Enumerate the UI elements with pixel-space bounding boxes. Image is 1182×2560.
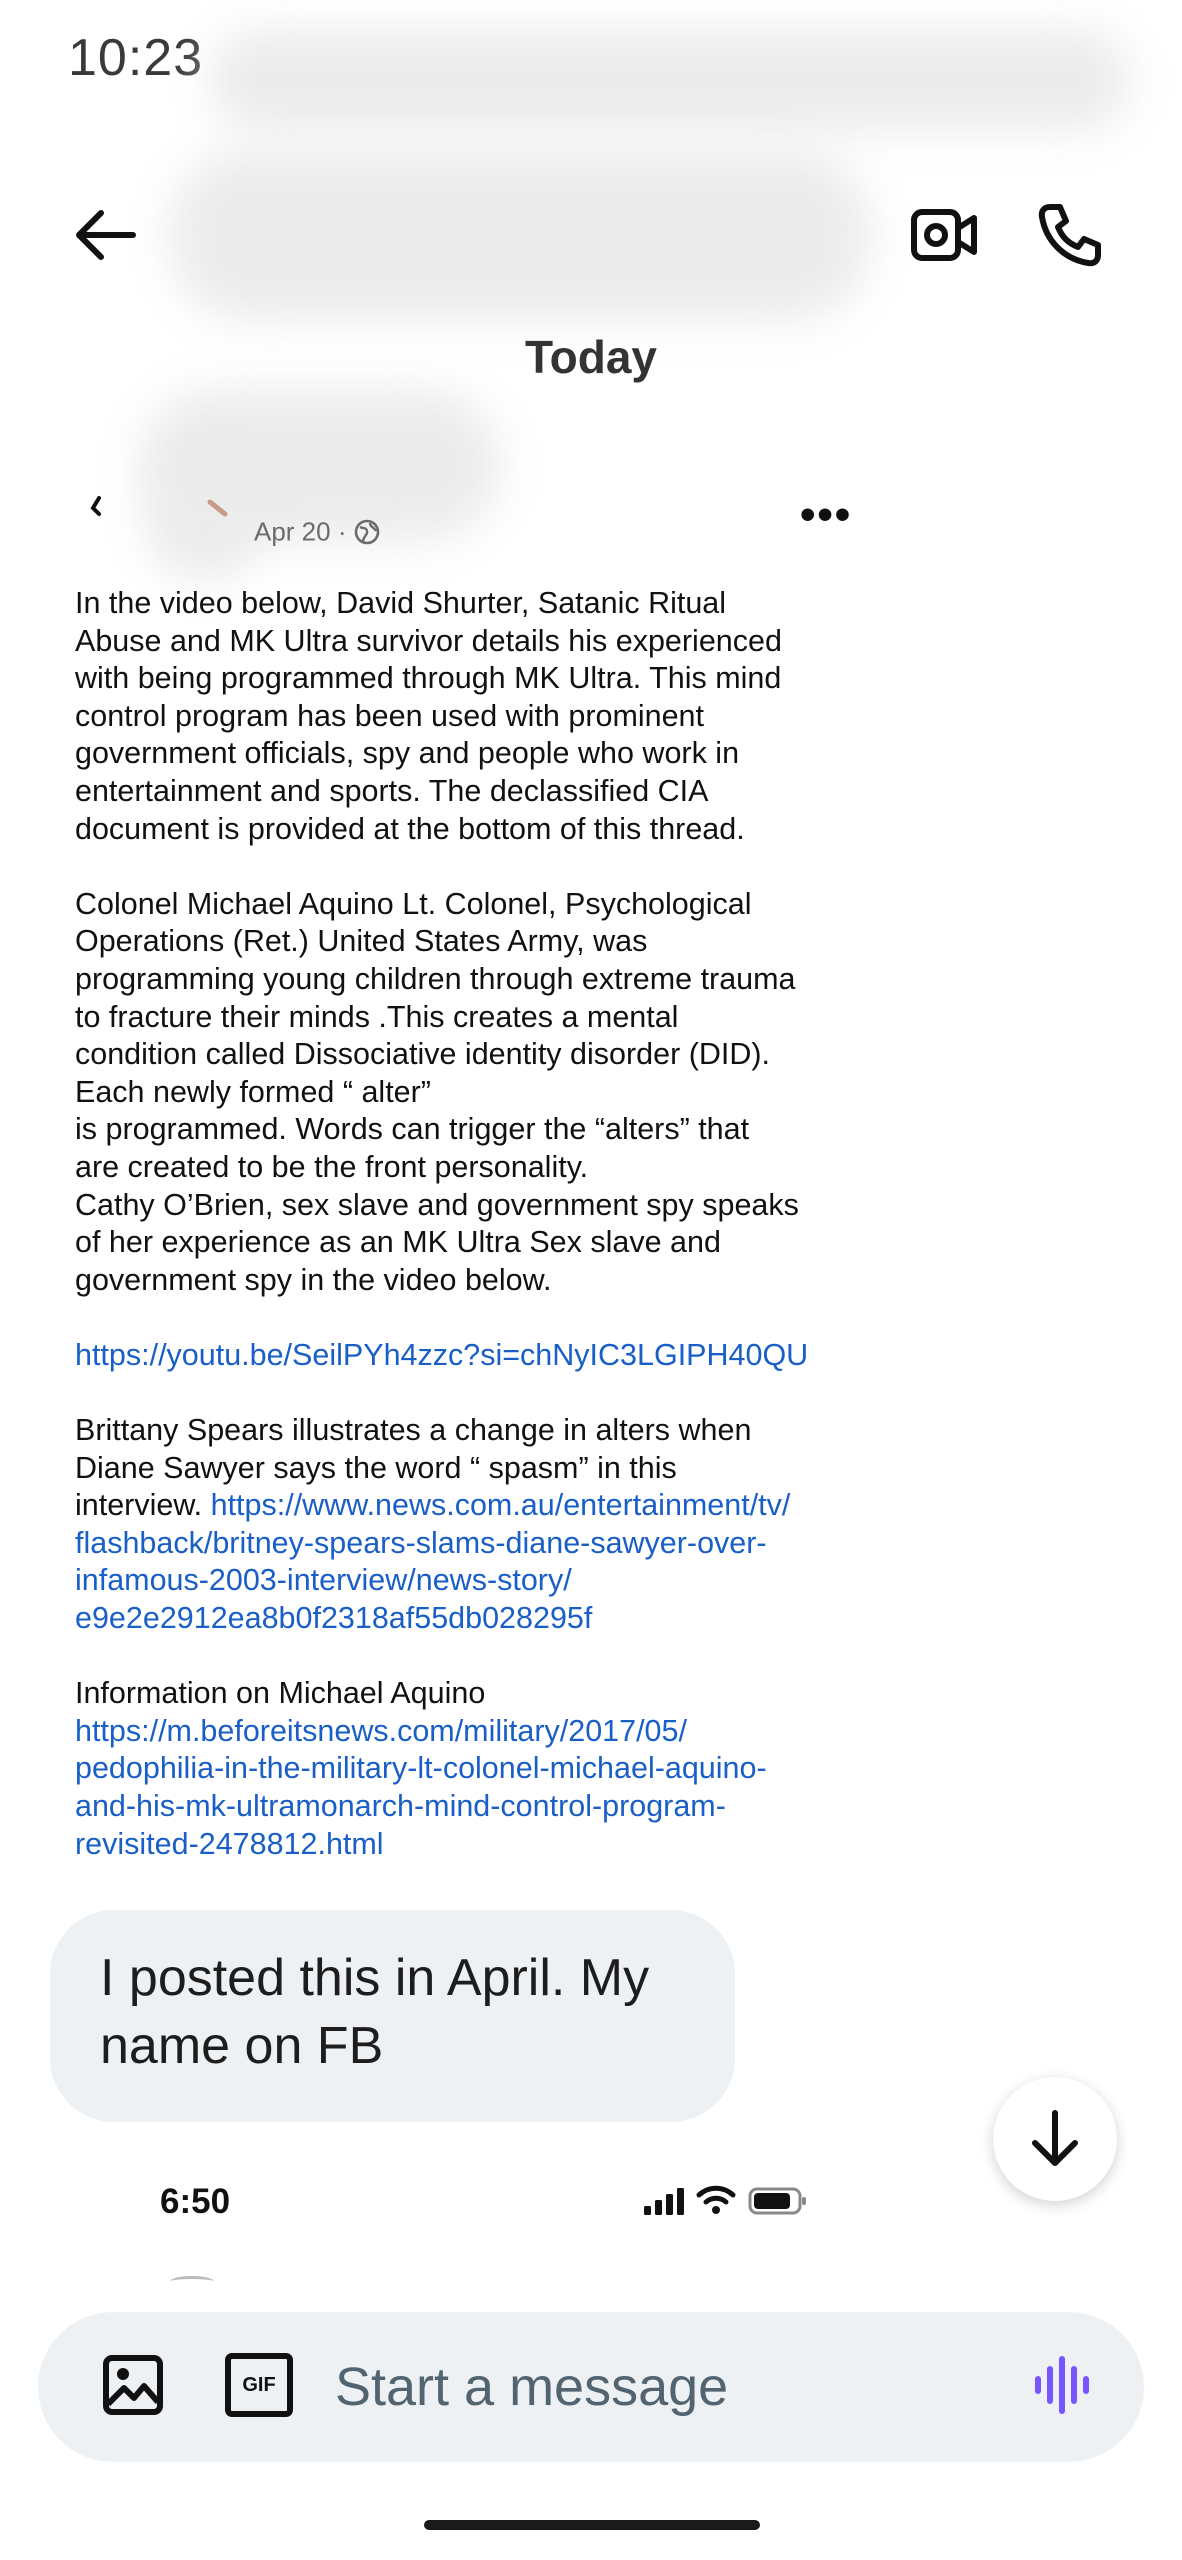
news-link: https://www.news.com.au/entertainment/tv/ flashback/britney-spears-slams-diane-sawyer-over- infamous-2003-interview/news-story/ e9e2e2912ea8b0f2318af55db028295f — [75, 1488, 791, 1636]
more-options-icon: ••• — [800, 490, 853, 539]
post-text — [75, 585, 875, 1901]
post-paragraph: Brittany Spears illustrates a change in alters when Diane Sawyer says the word “ spasm” in this interview. https://www.news.com.au/entertainment/tv/ flashback/britney-spears-slams-diane-sawyer-over- infamous-2003-interview/news-story/ e9e2e2912ea8b0f2318af55db028295f — [75, 1413, 791, 1636]
post-paragraph — [75, 1337, 875, 1375]
date-divider: Today — [524, 331, 658, 383]
globe-icon — [354, 519, 380, 545]
message-input[interactable] — [335, 2350, 935, 2424]
status-bar-time: 10:23 — [68, 29, 204, 87]
wifi-icon — [696, 2184, 736, 2221]
partial-avatar — [170, 2276, 214, 2287]
home-indicator — [424, 2520, 760, 2530]
message-text: I posted this in April. My name on FB — [100, 1949, 650, 2075]
back-button[interactable] — [60, 195, 150, 275]
video-camera-icon — [910, 204, 980, 266]
image-icon — [102, 2354, 164, 2416]
add-gif-button[interactable] — [222, 2348, 296, 2422]
youtube-link: https://youtu.be/SeilPYh4zzc?si=chNyIC3LGIPH40QU — [75, 1337, 809, 1372]
message-bubble[interactable] — [50, 1910, 735, 2122]
arrow-left-icon — [73, 209, 137, 261]
gif-label: GIF — [242, 2373, 276, 2396]
arrow-down-icon — [1029, 2109, 1081, 2169]
post-paragraph: Information on Michael Aquino https://m.beforeitsnews.com/military/2017/05/ pedophilia-in-the-military-lt-colonel-michael-aquino- and-his-mk-ultramonarch-mind-control-program- revisited-2478812.html — [75, 1676, 767, 1861]
battery-icon — [748, 2186, 808, 2221]
beforeitsnews-link: https://m.beforeitsnews.com/military/2017/05/ pedophilia-in-the-military-lt-colonel-michael-aquino- and-his-mk-ultramonarch-mind-control-program- revisited-2478812.html — [75, 1713, 767, 1861]
post-avatar — [85, 488, 235, 538]
phone-icon — [1036, 201, 1104, 269]
signal-icon — [642, 2186, 686, 2221]
gif-icon — [225, 2353, 293, 2417]
voice-waveform-icon — [1033, 2354, 1091, 2416]
voice-message-button[interactable] — [1030, 2345, 1094, 2425]
redacted-region — [170, 150, 870, 320]
post-paragraph: Colonel Michael Aquino Lt. Colonel, Psychological Operations (Ret.) United States Army, was programming young children through extreme trauma to fracture their minds .This creates a mental condition called Dissociative identity disorder (DID). Each newly formed “ alter” is programmed. Words can trigger the “alters” that are created to be the front personality. Cathy O’Brien, sex slave and government spy speaks of her experience as an MK Ultra Sex slave and government spy in the video below. — [75, 886, 799, 1297]
redacted-region — [210, 30, 1130, 130]
scroll-to-bottom-button[interactable] — [993, 2077, 1117, 2201]
post-paragraph: In the video below, David Shurter, Satanic Ritual Abuse and MK Ultra survivor details his experienced with being programmed through MK Ultra. This mind control program has been used with prominent government officials, spy and people who work in entertainment and sports. The declassified CIA document is provided at the bottom of this thread. — [75, 586, 782, 846]
inner-status-time: 6:50 — [160, 2182, 231, 2221]
video-call-button[interactable] — [900, 190, 990, 280]
post-timestamp: Apr 20 · — [254, 515, 380, 548]
add-image-button[interactable] — [95, 2345, 170, 2425]
phone-call-button[interactable] — [1025, 190, 1115, 280]
